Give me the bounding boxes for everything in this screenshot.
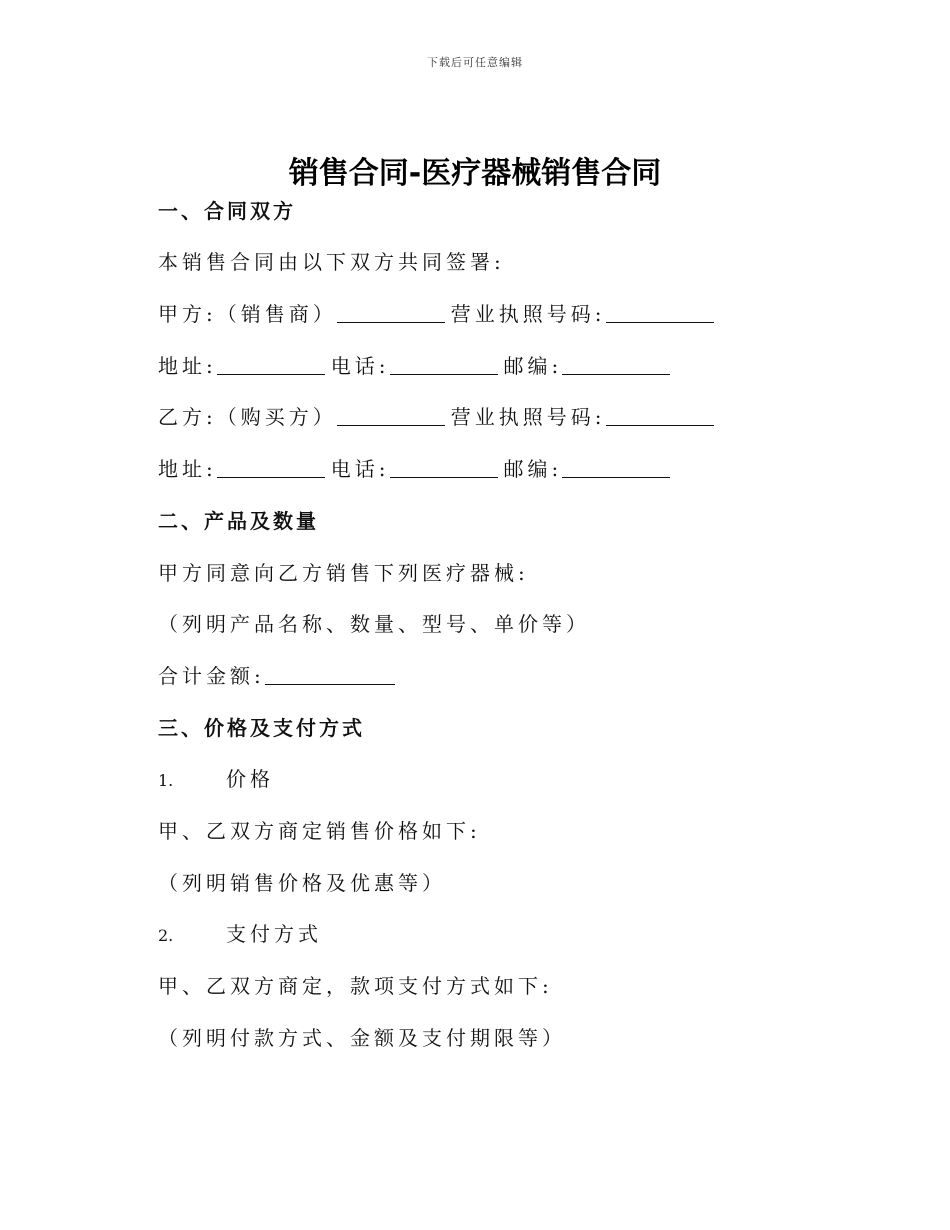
section2-note: （列明产品名称、数量、型号、单价等） [158, 612, 590, 636]
party-a-phone-label: 电话: [330, 354, 390, 378]
total-amount-row [158, 662, 401, 690]
party-b-postcode-blank[interactable] [562, 459, 670, 478]
party-b-label: 乙方:（购买方） [158, 405, 337, 429]
party-a-address-row [158, 352, 676, 380]
price-item-title: 价格 [226, 767, 274, 791]
party-b-license-blank[interactable] [606, 407, 714, 426]
payment-item-text: 甲、乙双方商定，款项支付方式如下: [158, 974, 553, 998]
party-a-license-label: 营业执照号码: [450, 302, 606, 326]
section1-intro: 本销售合同由以下双方共同签署: [158, 250, 505, 274]
header-note: 下载后可任意编辑 [427, 56, 523, 69]
payment-item-title: 支付方式 [226, 922, 322, 946]
party-a-phone-blank[interactable] [390, 356, 498, 375]
document-title: 销售合同-医疗器械销售合同 [288, 156, 662, 191]
party-b-address-label: 地址: [158, 457, 217, 481]
party-b-phone-blank[interactable] [390, 459, 498, 478]
party-a-postcode-blank[interactable] [562, 356, 670, 375]
price-item-text: 甲、乙双方商定销售价格如下: [158, 819, 481, 843]
party-b-address-row [158, 455, 676, 483]
price-item-number: 1. [158, 771, 174, 790]
payment-item [158, 920, 322, 950]
total-amount-blank[interactable] [265, 666, 395, 685]
party-b-address-blank[interactable] [217, 459, 325, 478]
price-item [158, 765, 274, 795]
party-b-name-blank[interactable] [337, 407, 445, 426]
section2-intro: 甲方同意向乙方销售下列医疗器械: [158, 561, 529, 585]
party-b-license-label: 营业执照号码: [450, 405, 606, 429]
section2-heading: 二、产品及数量 [158, 509, 319, 533]
party-a-license-blank[interactable] [606, 304, 714, 323]
section1-heading: 一、合同双方 [158, 199, 296, 223]
party-a-row [158, 300, 720, 328]
party-a-name-blank[interactable] [337, 304, 445, 323]
total-amount-label: 合计金额: [158, 664, 265, 688]
party-a-address-label: 地址: [158, 354, 217, 378]
party-a-label: 甲方:（销售商） [158, 302, 337, 326]
party-b-row [158, 403, 720, 431]
party-a-postcode-label: 邮编: [503, 354, 563, 378]
section3-heading: 三、价格及支付方式 [158, 716, 365, 740]
party-b-phone-label: 电话: [330, 457, 390, 481]
payment-item-number: 2. [158, 926, 174, 945]
party-a-address-blank[interactable] [217, 356, 325, 375]
party-b-postcode-label: 邮编: [503, 457, 563, 481]
price-item-note: （列明销售价格及优惠等） [158, 871, 446, 895]
payment-item-note: （列明付款方式、金额及支付期限等） [158, 1026, 566, 1050]
